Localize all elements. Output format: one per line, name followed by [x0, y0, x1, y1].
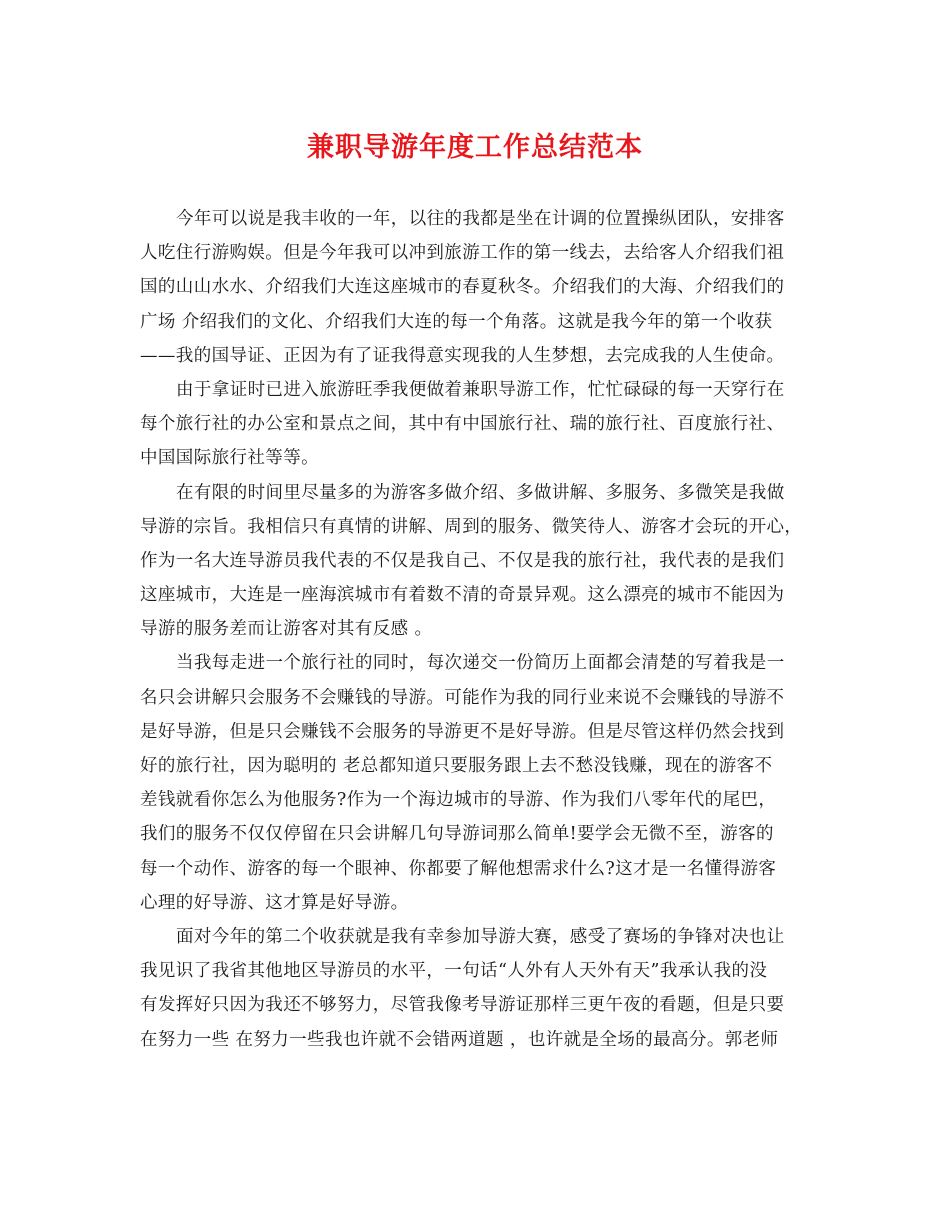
text-line: 是好导游，但是只会赚钱不会服务的导游更不是好导游。但是尽管这样仍然会找到 [140, 721, 785, 742]
text-line: 广场 介绍我们的文化、介绍我们大连的每一个角落。这就是我今年的第一个收获 [140, 311, 773, 332]
text-line: 中国国际旅行社等等。 [140, 448, 319, 469]
text-line: 国的山山水水、介绍我们大连这座城市的春夏秋冬。介绍我们的大海、介绍我们的 [140, 277, 785, 298]
text-line: 每个旅行社的办公室和景点之间，其中有中国旅行社、瑞的旅行社、百度旅行社、 [140, 414, 785, 435]
text-line: 今年可以说是我丰收的一年，以往的我都是坐在计调的位置操纵团队，安排客 [176, 209, 785, 229]
text-line: 我见识了我省其他地区导游员的水平，一句话“人外有人天外有天”我承认我的没 [140, 961, 768, 982]
text-line: 在有限的时间里尽量多的为游客多做介绍、多做讲解、多服务、多微笑是我做 [176, 482, 785, 503]
text-line: ——我的国导证、正因为有了证我得意实现我的人生梦想，去完成我的人生使命。 [140, 345, 785, 366]
text-line: 导游的宗旨。我相信只有真情的讲解、周到的服务、微笑待人、游客才会玩的开心， [140, 516, 803, 537]
text-line: 人吃住行游购娱。但是今年我可以冲到旅游工作的第一线去，去给客人介绍我们祖 [140, 243, 785, 264]
text-line: 有发挥好只因为我还不够努力，尽管我像考导游证那样三更午夜的看题，但是只要 [140, 995, 785, 1016]
text-line: 这座城市，大连是一座海滨城市有着数不清的奇景异观。这么漂亮的城市不能因为 [140, 585, 785, 606]
text-line: 好的旅行社，因为聪明的 老总都知道只要服务跟上去不愁没钱赚，现在的游客不 [140, 756, 773, 776]
text-line: 名只会讲解只会服务不会赚钱的导游。可能作为我的同行业来说不会赚钱的导游不 [140, 687, 785, 708]
document-title: 兼职导游年度工作总结范本 [307, 132, 643, 163]
text-line: 当我每走进一个旅行社的同时，每次递交一份简历上面都会清楚的写着我是一 [176, 653, 785, 674]
text-line: 面对今年的第二个收获就是我有幸参加导游大赛，感受了赛场的争锋对决也让 [176, 926, 785, 947]
text-line: 导游的服务差而让游客对其有反感 。 [140, 619, 433, 640]
text-line: 差钱就看你怎么为他服务?作为一个海边城市的导游、作为我们八零年代的尾巴， [140, 790, 777, 811]
text-line: 每一个动作、游客的每一个眼神、你都要了解他想需求什么?这才是一名懂得游客 [140, 858, 777, 879]
text-line: 由于拿证时已进入旅游旺季我便做着兼职导游工作，忙忙碌碌的每一天穿行在 [176, 379, 785, 400]
text-line: 心理的好导游、这才算是好导游。 [140, 892, 409, 913]
text-line: 在努力一些 在努力一些我也许就不会错两道题 ，也许就是全场的最高分。郭老师 [140, 1029, 779, 1050]
text-line: 我们的服务不仅仅停留在只会讲解几句导游词那么简单!要学会无微不至，游客的 [140, 824, 774, 845]
document-body [140, 202, 820, 1057]
text-line: 作为一名大连导游员我代表的不仅是我自己、不仅是我的旅行社，我代表的是我们 [140, 550, 785, 571]
